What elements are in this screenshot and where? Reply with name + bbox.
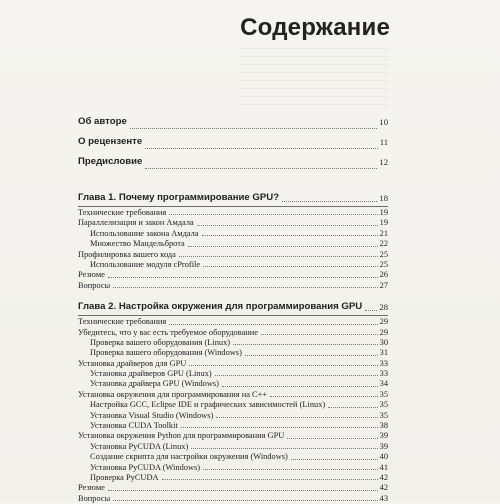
dot-leader xyxy=(282,201,377,202)
page-number: 35 xyxy=(379,410,388,420)
dot-leader xyxy=(245,355,378,356)
entry-title: Параллелизация и закон Амдала xyxy=(78,218,194,228)
entry-title: Резюме xyxy=(78,483,105,493)
entry-title: Настройка GCC, Eclipse IDE и графических зависимостей (Linux) xyxy=(90,400,326,410)
dot-leader xyxy=(162,479,378,480)
page-number: 43 xyxy=(379,493,388,503)
dot-leader xyxy=(287,438,377,439)
page-number: 27 xyxy=(379,280,388,290)
toc-entry xyxy=(78,452,388,462)
page-number: 38 xyxy=(379,421,388,431)
page-number: 31 xyxy=(379,348,388,358)
entry-title: Создание скрипта для настройки окружения (Windows) xyxy=(90,452,288,462)
page-number: 25 xyxy=(379,259,388,269)
entry-title: Установка PyCUDA (Windows) xyxy=(90,462,201,472)
entry-title: Проверка вашего оборудования (Windows) xyxy=(90,348,242,358)
dot-leader xyxy=(108,490,378,491)
entry-title: Множество Мандельброта xyxy=(90,239,185,249)
front-matter-entry xyxy=(78,112,388,132)
page-number: 35 xyxy=(379,389,388,399)
dot-leader xyxy=(197,225,378,226)
dot-leader xyxy=(181,427,378,428)
page-number: 34 xyxy=(379,379,388,389)
page-number: 12 xyxy=(379,157,388,167)
toc-entry xyxy=(78,270,388,280)
toc-entry xyxy=(78,442,388,452)
entry-title: Предисловие xyxy=(78,156,143,167)
entry-title: Глава 1. Почему программирование GPU? xyxy=(78,192,280,203)
entry-title: Вопросы xyxy=(78,493,111,503)
dot-leader xyxy=(328,407,377,408)
front-matter-entry xyxy=(78,132,388,152)
page-number: 33 xyxy=(379,358,388,368)
toc-entry xyxy=(78,338,388,348)
entry-title: Убедитесь, что у вас есть требуемое оборудование xyxy=(78,327,258,337)
toc-entry xyxy=(78,473,388,483)
page-number: 21 xyxy=(379,228,388,238)
chapter-heading xyxy=(78,300,388,314)
entry-title: Установка окружения для программирования на C++ xyxy=(78,389,268,399)
dot-leader xyxy=(261,334,378,335)
dot-leader xyxy=(222,386,378,387)
dot-leader xyxy=(216,417,377,418)
toc-entry xyxy=(78,359,388,369)
toc-entry xyxy=(78,494,388,504)
dot-leader xyxy=(270,396,378,397)
toc-entry xyxy=(78,208,388,218)
dot-leader xyxy=(108,277,378,278)
entry-title: Установка окружения Python для программирования GPU xyxy=(78,431,285,441)
toc-entry xyxy=(78,229,388,239)
page-number: 10 xyxy=(379,117,388,127)
toc-entry xyxy=(78,421,388,431)
chapter-block xyxy=(78,300,388,504)
dot-leader xyxy=(188,246,378,247)
entry-title: Глава 2. Настройка окружения для программирования GPU xyxy=(78,301,363,313)
page-number: 29 xyxy=(379,327,388,337)
table-of-contents xyxy=(78,112,388,504)
entry-title: Установка драйверов GPU (Linux) xyxy=(90,369,212,379)
page-number: 33 xyxy=(379,369,388,379)
toc-entry xyxy=(78,369,388,379)
toc-entry xyxy=(78,218,388,228)
toc-entry xyxy=(78,463,388,473)
toc-entry xyxy=(78,400,388,410)
page-number: 29 xyxy=(379,317,388,327)
toc-entry xyxy=(78,260,388,270)
page-number: 28 xyxy=(379,302,388,313)
dot-leader xyxy=(203,469,378,470)
dot-leader xyxy=(365,310,377,311)
entry-title: Профилировка вашего кода xyxy=(78,249,176,259)
entry-title: Проверка вашего оборудования (Linux) xyxy=(90,337,231,347)
page-number: 26 xyxy=(379,270,388,280)
page-number: 19 xyxy=(379,218,388,228)
entry-title: Резюме xyxy=(78,270,105,280)
page-number: 42 xyxy=(379,483,388,493)
toc-entry xyxy=(78,379,388,389)
toc-entry xyxy=(78,317,388,327)
entry-title: Установка драйвера GPU (Windows) xyxy=(90,379,219,389)
page-number: 11 xyxy=(379,137,388,147)
toc-entry xyxy=(78,483,388,493)
page-number: 35 xyxy=(379,400,388,410)
toc-entry xyxy=(78,411,388,421)
entry-title: Технические требования xyxy=(78,207,167,217)
chapter-list xyxy=(78,191,388,504)
dot-leader xyxy=(233,344,378,345)
chapter-block xyxy=(78,191,388,291)
page-number: 39 xyxy=(379,441,388,451)
front-matter xyxy=(78,112,388,172)
page-number: 39 xyxy=(379,431,388,441)
toc-entry xyxy=(78,348,388,358)
entry-title: Технические требования xyxy=(78,317,167,327)
page-number: 22 xyxy=(379,239,388,249)
entry-title: Использование закона Амдала xyxy=(90,228,199,238)
page-number: 30 xyxy=(379,337,388,347)
entry-title: Об авторе xyxy=(78,116,127,127)
entry-title: Установка драйверов для GPU xyxy=(78,358,187,368)
dot-leader xyxy=(113,500,377,501)
page-number: 25 xyxy=(379,249,388,259)
dot-leader xyxy=(145,148,378,149)
chapter-rule xyxy=(78,206,388,207)
dot-leader xyxy=(291,459,378,460)
page-number: 42 xyxy=(379,472,388,482)
toc-entry xyxy=(78,281,388,291)
entry-title: О рецензенте xyxy=(78,136,143,147)
page-number: 18 xyxy=(379,193,388,203)
toc-entry xyxy=(78,390,388,400)
entry-title: Установка CUDA Toolkit xyxy=(90,421,178,431)
chapter-rule xyxy=(78,315,388,316)
entry-title: Вопросы xyxy=(78,280,111,290)
entry-title: Установка PyCUDA (Linux) xyxy=(90,441,189,451)
toc-entry xyxy=(78,431,388,441)
dot-leader xyxy=(203,266,378,267)
dot-leader xyxy=(113,287,377,288)
entry-title: Установка Visual Studio (Windows) xyxy=(90,410,214,420)
page-number: 40 xyxy=(379,452,388,462)
toc-entry xyxy=(78,239,388,249)
dot-leader xyxy=(179,256,378,257)
page-number: 41 xyxy=(379,462,388,472)
dot-leader xyxy=(169,324,377,325)
dot-leader xyxy=(215,375,378,376)
dot-leader xyxy=(191,448,377,449)
dot-leader xyxy=(169,214,377,215)
dot-leader xyxy=(189,365,377,366)
dot-leader xyxy=(145,168,377,169)
page-number: 19 xyxy=(379,207,388,217)
dot-leader xyxy=(202,235,378,236)
toc-entry xyxy=(78,328,388,338)
chapter-heading xyxy=(78,191,388,205)
page-title: Содержание xyxy=(240,14,390,41)
toc-entry xyxy=(78,250,388,260)
entry-title: Проверка PyCUDA xyxy=(90,472,159,482)
entry-title: Использование модуля cProfile xyxy=(90,259,201,269)
show-through-text xyxy=(240,48,390,108)
front-matter-entry xyxy=(78,152,388,172)
dot-leader xyxy=(130,128,378,129)
